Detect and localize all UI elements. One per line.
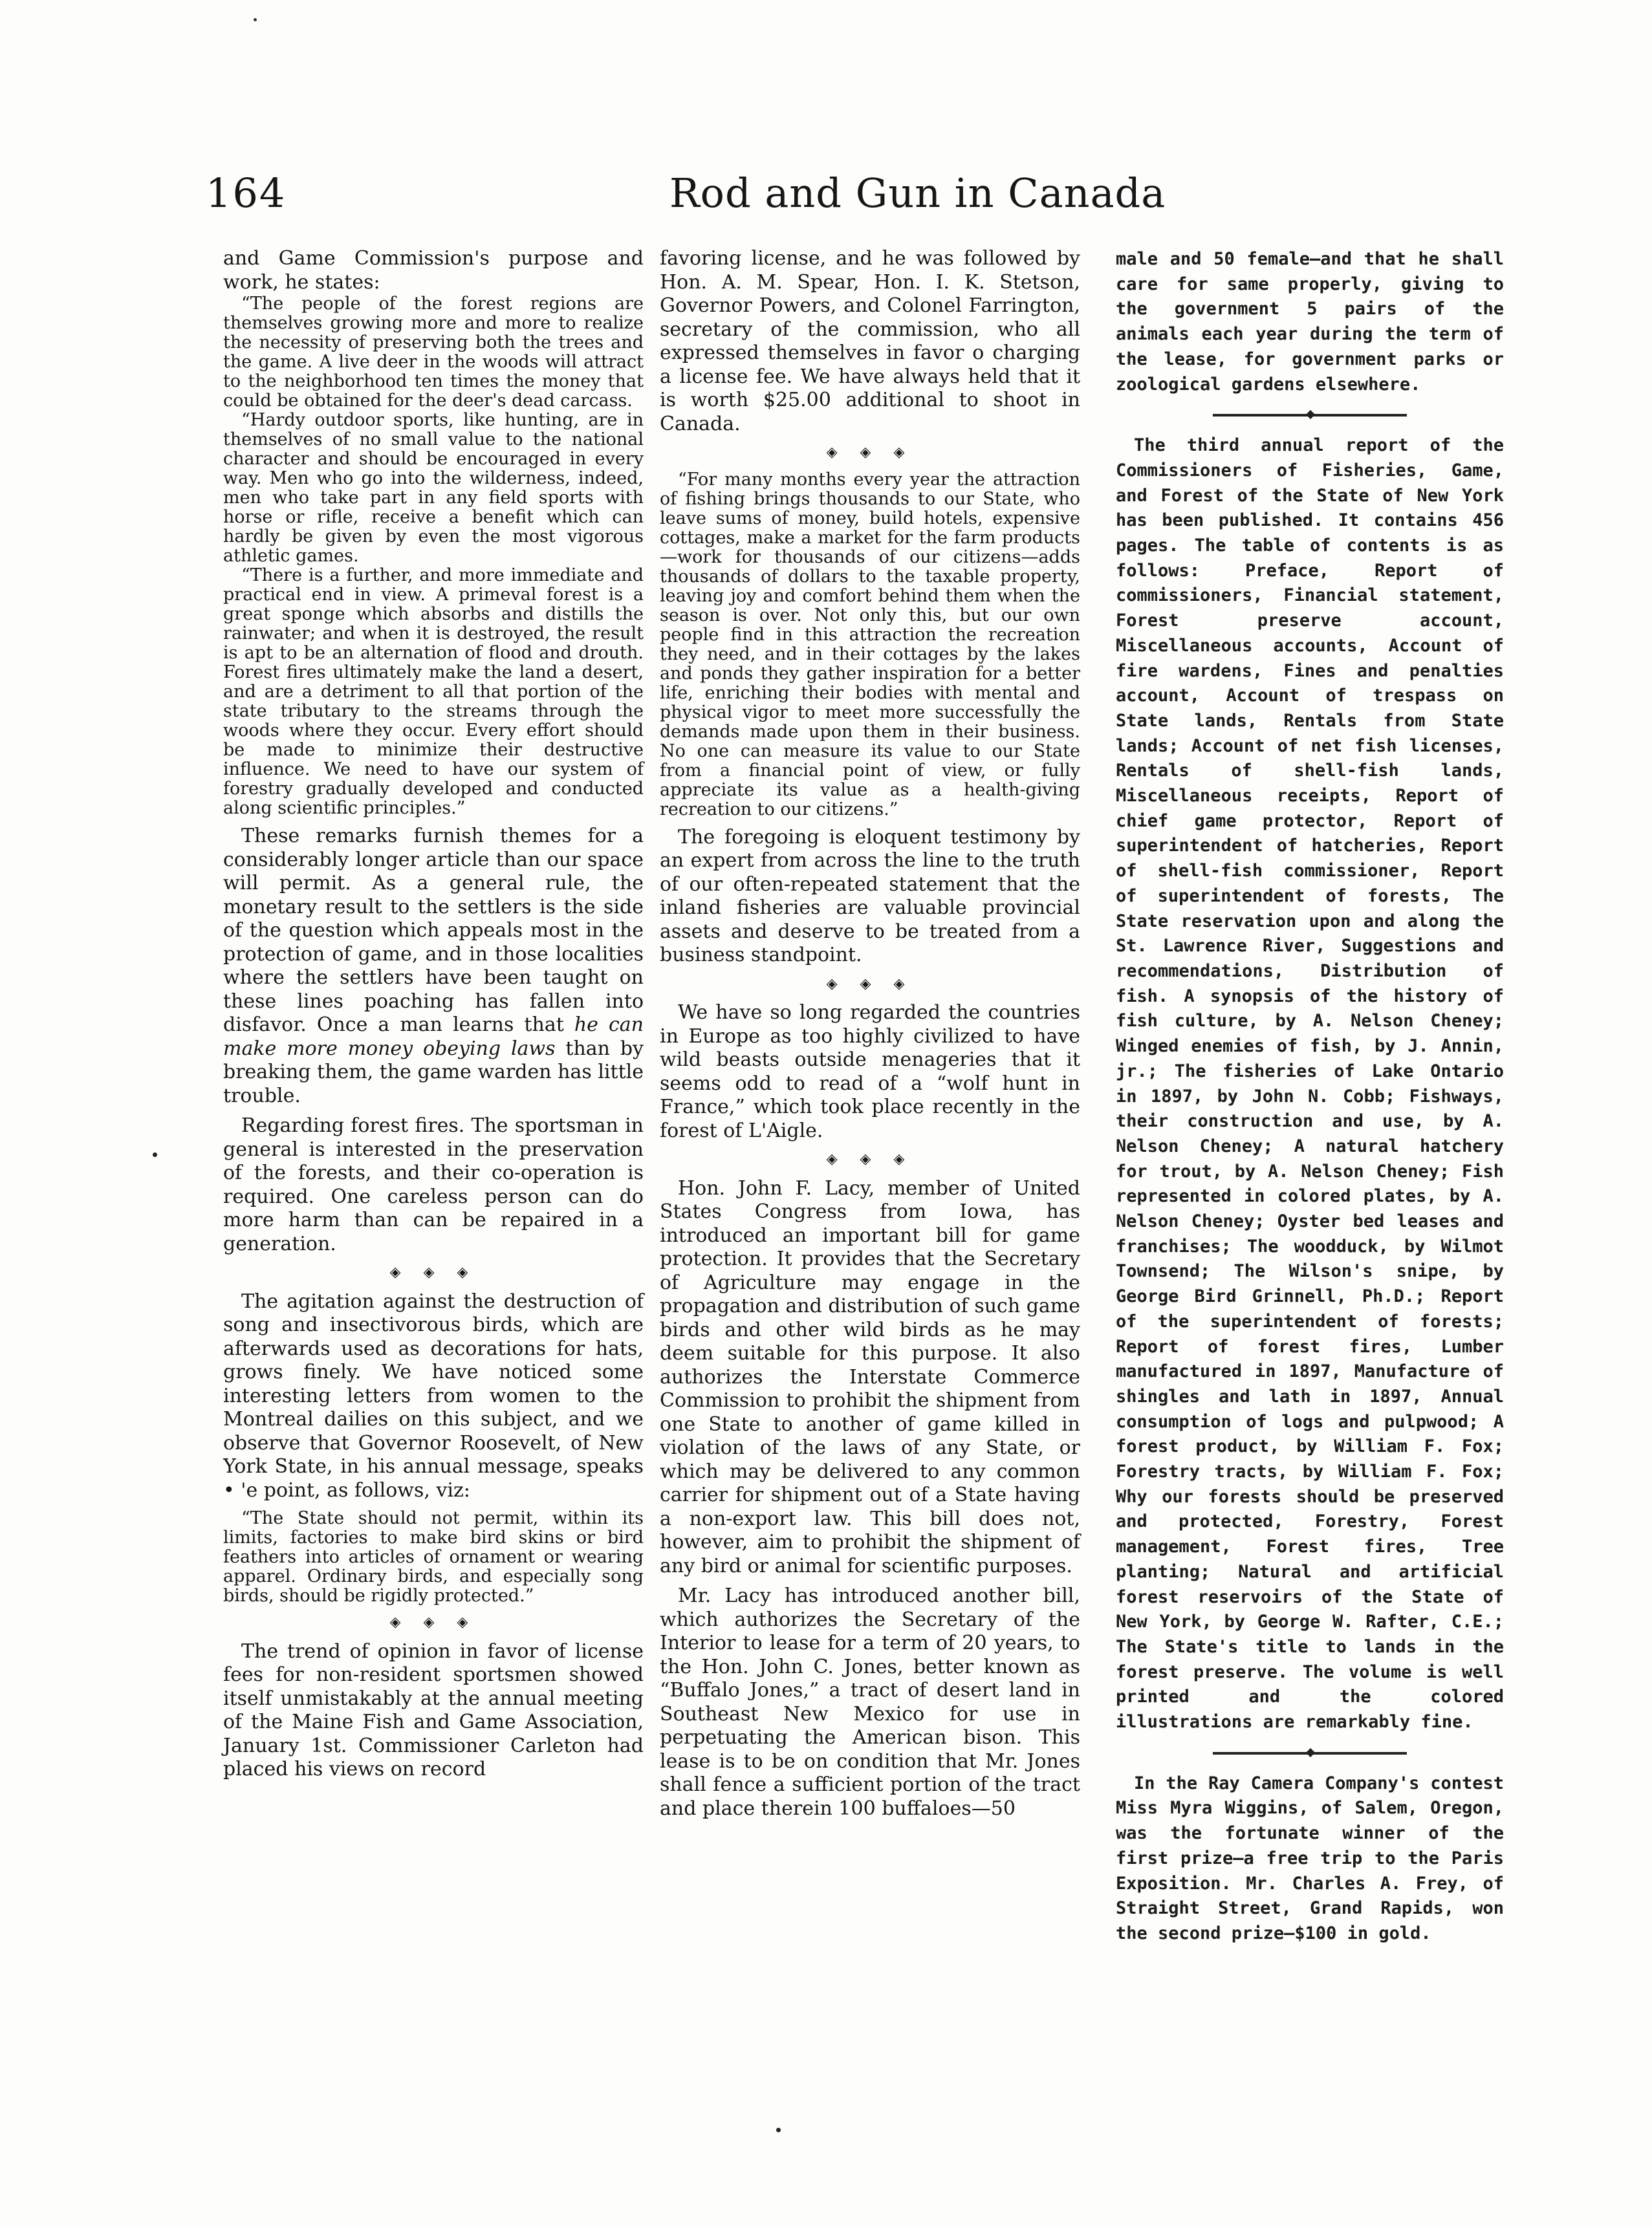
section-ornament: ◈ ◈ ◈ — [826, 975, 914, 992]
paragraph: The third annual report of the Commissioners of Fisheries, Game, and Forest of the State of New York has been published. It contains 456 pages. The table of contents is as follows: Preface, Report of commissioners, Financial statement, Forest preserve account, Miscellaneous accounts, Account of fire wardens, Fines and penalties account, Account of trespass on State lands, Rentals from State lands; Account of net fish licenses, Rentals of shell-fish lands, Miscellaneous receipts, Report of chief game protector, Report of superintendent of hatcheries, Report of shell-fish commissioner, Report of superintendent of forests, The State reservation upon and along the St. Lawrence River, Suggestions and recommendations, Distribution of fish. A synopsis of the history of fish culture, by A. Nelson Cheney; Winged enemies of fish, by J. Annin, jr.; The fisheries of Lake Ontario in 1897, by John N. Cobb; Fishways, their construction and use, by A. Nelson Cheney; A natural hatchery for trout, by A. Nelson Cheney; Fish represented in colored plates, by A. Nelson Cheney; Oyster bed leases and franchises; The woodduck, by Wilmot Townsend; The Wilson's snipe, by George Bird Grinnell, Ph.D.; Report of the superintendent of forests; Report of forest fires, Lumber manufactured in 1897, Manufacture of shingles and lath in 1897, Annual consumption of logs and pulpwood; A forest product, by William F. Fox; Forestry tracts, by William F. Fox; Why our forests should be preserved and protected, Forestry, Forest management, Forest fires, Tree planting; Natural and artificial forest reservoirs of the State of New York, by George W. Rafter, C.E.; The State's title to lands in the forest preserve. The volume is well printed and the colored illustrations are remarkably fine. — [1116, 435, 1504, 1733]
column-1 — [223, 247, 644, 1782]
scan-speck — [776, 2128, 781, 2132]
paragraph: In the Ray Camera Company's contest Miss Myra Wiggins, of Salem, Oregon, was the fortunate winner of the first prize—a free trip to the Paris Exposition. Mr. Charles A. Frey, of Straight Street, Grand Rapids, won the second prize—$100 in gold. — [1116, 1773, 1504, 1943]
quotation: “The people of the forest regions are themselves growing more and more to realize the necessity of preserving both the trees and the game. A live deer in the woods will attract to the neighborhood ten times the money that could be obtained for the deer's dead carcass. — [223, 294, 644, 411]
paragraph: Hon. John F. Lacy, member of United States Congress from Iowa, has introduced an important bill for game protection. It provides that the Secretary of Agriculture may engage in the propagation and distribution of such game birds and other wild birds as he may deem suitable for this purpose. It also authorizes the Interstate Commerce Commission to prohibit the shipment from one State to another of game killed in violation of the laws of any State, or which may be delivered to any common carrier for shipment out of a State having a non-export law. This bill does not, however, aim to prohibit the shipment of any bird or animal for scientific purposes. — [660, 1176, 1080, 1577]
quotation: “Hardy outdoor sports, like hunting, are in themselves of no small value to the national character and should be encouraged in every way. Men who go into the wilderness, indeed, men who take part in any field sports with horse or rifle, receive a benefit which can hardly be given by even the most vigorous athletic games. — [223, 410, 644, 566]
paragraph: We have so long regarded the countries in Europe as too highly civilized to have wild beasts outside menageries that it seems odd to read of a “wolf hunt in France,” which took place recently in the forest of L'Aigle. — [660, 1001, 1080, 1142]
quotation: “The State should not permit, within its limits, factories to make bird skins or bird feathers into articles of ornament or wearing apparel. Ordinary birds, and especially song birds, should be rigidly protected.” — [223, 1508, 644, 1606]
quotation: “There is a further, and more immediate and practical end in view. A primeval forest is a great sponge which absorbs and distills the rainwater; and when it is destroyed, the result is apt to be an alternation of flood and drouth. Forest fires ultimately make the land a desert, and are a detriment to all that portion of the state tributary to the streams through the woods where they occur. Every effort should be made to minimize their destructive influence. We need to have our system of forestry gradually developed and conducted along scientific principles.” — [223, 565, 644, 818]
page-number: 164 — [206, 169, 287, 217]
section-divider — [1213, 1752, 1407, 1755]
italic-phrase: he can make more money obeying laws — [223, 1013, 644, 1060]
paragraph: and Game Commission's purpose and work, he states: — [223, 247, 644, 294]
paragraph: The trend of opinion in favor of license fees for non-resident sportsmen showed itself unmistakably at the annual meeting of the Maine Fish and Game Association, January 1st. Commissioner Carleton had placed his views on record — [223, 1639, 644, 1780]
column-3 — [1116, 247, 1504, 1947]
quotation: “For many months every year the attraction of fishing brings thousands to our State, who leave sums of money, build hotels, expensive cottages, make a market for the farm products—work for thousands of our citizens—adds thousands of dollars to the taxable property, leaving joy and comfort behind them when the season is over. Not only this, but our own people find in this attraction the recreation they need, and in their cottages by the lakes and ponds they gather inspiration for a better life, enriching their bodies with mental and physical vigor to meet more successfully the demands made upon them in their business. No one can measure its value to our State from a financial point of view, or fully appreciate its value as a health-giving recreation to our citizens.” — [660, 469, 1080, 819]
section-divider — [1213, 414, 1407, 416]
paragraph: male and 50 female—and that he shall care for same properly, giving to the government 5 pairs of the animals each year during the term of the lease, for government parks or zoological gardens elsewhere. — [1116, 249, 1504, 395]
paragraph: Mr. Lacy has introduced another bill, which authorizes the Secretary of the Interior to lease for a term of 20 years, to the Hon. John C. Jones, better known as “Buffalo Jones,” a tract of desert land in Southeast New Mexico for use in perpetuating the American bison. This lease is to be on condition that Mr. Jones shall fence a sufficient portion of the tract and place therein 100 buffaloes—50 — [660, 1584, 1080, 1820]
scan-speck — [254, 18, 257, 21]
section-ornament: ◈ ◈ ◈ — [389, 1264, 477, 1281]
paragraph: These remarks furnish themes for a considerably longer article than our space will permit. As a general rule, the monetary result to the settlers is the side of the question which appeals most in the protection of game, and in those localities where the settlers have been taught on these lines poaching has fallen into disfavor. Once a man learns that he can make more money obeying laws than by breaking them, the game warden has little trouble. — [223, 825, 644, 1107]
column-2 — [660, 247, 1080, 1821]
section-ornament: ◈ ◈ ◈ — [389, 1614, 477, 1630]
section-ornament: ◈ ◈ ◈ — [826, 444, 914, 460]
running-title: Rod and Gun in Canada — [669, 169, 1166, 217]
paragraph: The foregoing is eloquent testimony by an expert from across the line to the truth of our often-repeated statement that the inland fisheries are valuable provincial assets and deserve to be treated from a business standpoint. — [660, 825, 1080, 966]
section-ornament: ◈ ◈ ◈ — [826, 1151, 914, 1167]
paragraph: Regarding forest fires. The sportsman in general is interested in the preservation of the forests, and their co-operation is required. One careless person can do more harm than can be repaired in a generation. — [223, 1114, 644, 1255]
scan-speck — [153, 1152, 157, 1157]
paragraph: The agitation against the destruction of song and insectivorous birds, which are afterwards used as decorations for hats, grows finely. We have noticed some interesting letters from women to the Montreal dailies on this subject, and we observe that Governor Roosevelt, of New York State, in his annual message, speaks • 'e point, as follows, viz: — [223, 1290, 644, 1502]
paragraph: favoring license, and he was followed by Hon. A. M. Spear, Hon. I. K. Stetson, Governor Powers, and Colonel Farrington, secretary of the commission, who all expressed themselves in favor o charging a license fee. We have always held that it is worth $25.00 additional to shoot in Canada. — [660, 247, 1080, 435]
